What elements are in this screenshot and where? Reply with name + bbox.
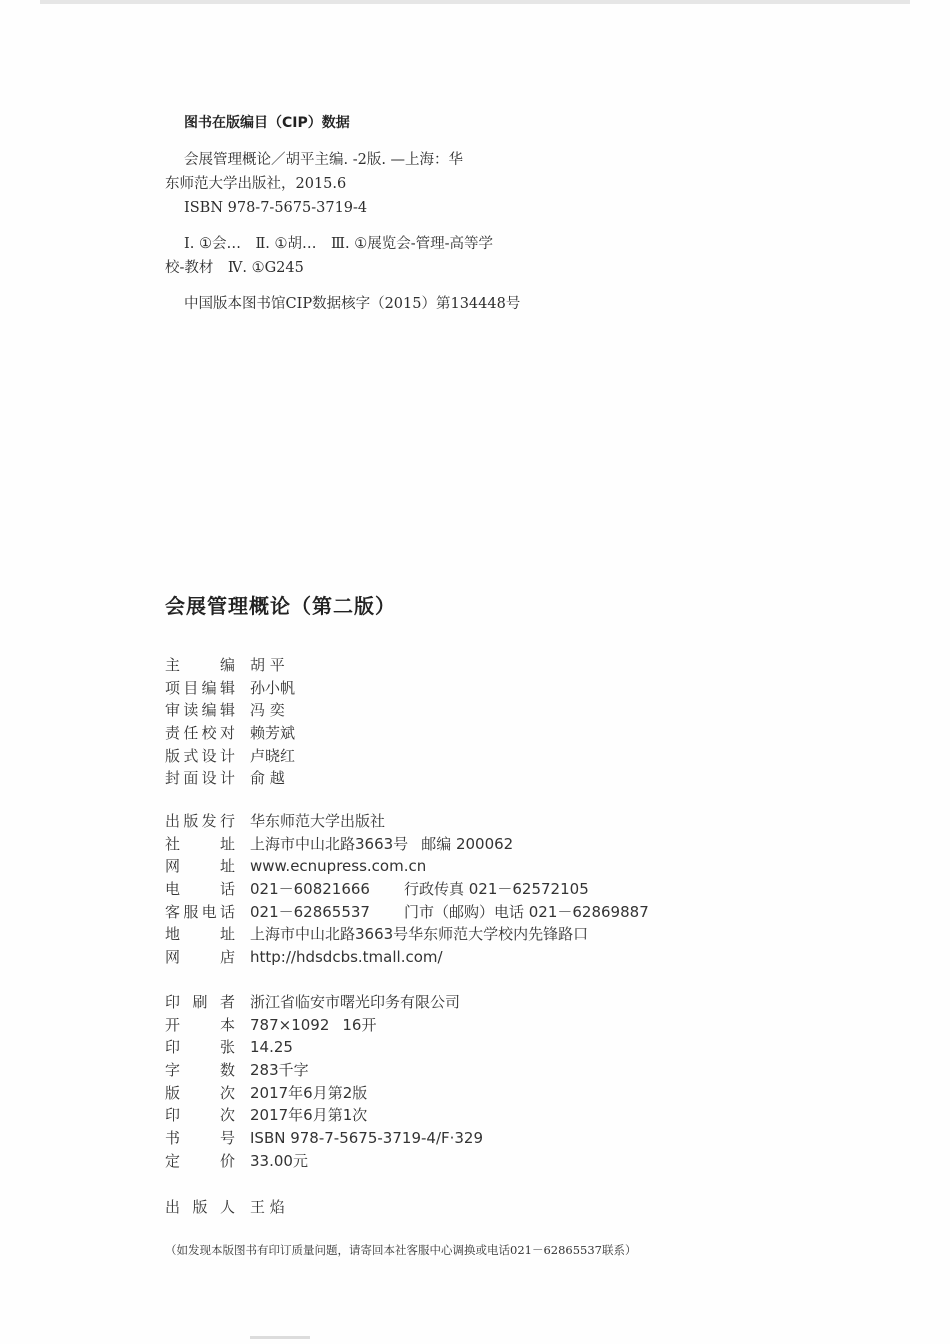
cip-subject-line2: 校-教材 Ⅳ. ①G245 xyxy=(165,260,304,276)
printer-value: 浙江省临安市曙光印务有限公司 xyxy=(250,993,461,1011)
publisher-person-row xyxy=(165,1196,285,1219)
publisher-row xyxy=(165,946,649,969)
printing-row xyxy=(165,1127,483,1150)
cip-isbn: ISBN 978-7-5675-3719-4 xyxy=(184,200,368,216)
publisher-person xyxy=(165,1196,285,1219)
credit-label: 项目编辑 xyxy=(165,678,235,697)
credit-value: 俞 越 xyxy=(250,769,285,788)
cip-entry xyxy=(165,148,585,220)
credit-label: 版式设计 xyxy=(165,746,235,765)
isbn-value: ISBN 978-7-5675-3719-4/F·329 xyxy=(250,1129,484,1148)
address-value: 上海市中山北路3663号 xyxy=(250,834,409,853)
publisher-person-value: 王 焰 xyxy=(250,1198,285,1216)
credit-row xyxy=(165,677,295,700)
printing-row xyxy=(165,1036,483,1059)
cip-entry-line1: 会展管理概论／胡平主编. -2版. —上海：华 xyxy=(184,152,464,168)
location-label: 地址 xyxy=(165,925,235,944)
retail-phone: 门市（邮购）电话 021－62869887 xyxy=(403,902,649,921)
publisher-row xyxy=(165,810,649,833)
credit-label: 封面设计 xyxy=(165,769,235,788)
format-label: 开本 xyxy=(165,1015,235,1034)
issuer-value: 华东师范大学出版社 xyxy=(250,812,386,830)
phone-value: 021－60821666 xyxy=(250,880,370,899)
edition-label: 版次 xyxy=(165,1083,235,1102)
service-label: 客服电话 xyxy=(165,902,235,921)
publisher-row xyxy=(165,855,649,878)
credit-label: 主编 xyxy=(165,656,235,674)
issuer-label: 出版发行 xyxy=(165,812,235,830)
credit-row xyxy=(165,767,295,790)
address-label: 社址 xyxy=(165,834,235,853)
publisher-row xyxy=(165,833,649,856)
publisher-row xyxy=(165,878,649,901)
cip-entry-line2: 东师范大学出版社，2015.6 xyxy=(165,176,347,192)
credit-row xyxy=(165,654,295,677)
printer-label: 印刷者 xyxy=(165,993,235,1011)
format-value: 787×1092 xyxy=(250,1015,330,1034)
credit-label: 审读编辑 xyxy=(165,701,235,720)
words-label: 字数 xyxy=(165,1061,235,1080)
credit-value: 卢晓红 xyxy=(250,746,296,765)
printing-row xyxy=(165,991,483,1014)
fax-value: 行政传真 021－62572105 xyxy=(403,880,589,899)
publisher-info xyxy=(165,810,649,969)
staff-credits xyxy=(165,654,295,790)
words-value: 283千字 xyxy=(250,1061,309,1080)
website-link[interactable]: www.ecnupress.com.cn xyxy=(250,857,427,876)
publisher-person-label: 出版人 xyxy=(165,1198,235,1216)
credit-label: 责任校对 xyxy=(165,724,235,743)
cip-subject-line1: Ⅰ. ①会… Ⅱ. ①胡… Ⅲ. ①展览会-管理-高等学 xyxy=(184,236,494,252)
location-value: 上海市中山北路3663号华东师范大学校内先锋路口 xyxy=(250,925,589,944)
credit-row xyxy=(165,699,295,722)
sheets-value: 14.25 xyxy=(250,1038,293,1057)
credit-value: 孙小帆 xyxy=(250,678,296,697)
scan-edge-top xyxy=(40,0,910,4)
format-size: 16开 xyxy=(342,1015,377,1034)
credit-row xyxy=(165,745,295,768)
printing-row xyxy=(165,1104,483,1127)
cip-heading: 图书在版编目（CIP）数据 xyxy=(184,115,350,131)
impression-label: 印次 xyxy=(165,1106,235,1125)
printing-row xyxy=(165,1082,483,1105)
service-phone: 021－62865537 xyxy=(250,902,370,921)
quality-notice: （如发现本版图书有印订质量问题，请寄回本社客服中心调换或电话021－62865537联系） xyxy=(165,1243,637,1257)
price-value: 33.00元 xyxy=(250,1151,308,1170)
isbn-label: 书号 xyxy=(165,1129,235,1148)
impression-value: 2017年6月第1次 xyxy=(250,1106,368,1125)
shop-label: 网店 xyxy=(165,948,235,967)
cip-block xyxy=(165,112,585,316)
credit-value: 胡 平 xyxy=(250,656,285,674)
cip-number: 中国版本图书馆CIP数据核字（2015）第134448号 xyxy=(184,296,521,312)
publisher-row xyxy=(165,923,649,946)
publisher-row xyxy=(165,901,649,924)
printing-row xyxy=(165,1150,483,1173)
edition-value: 2017年6月第2版 xyxy=(250,1083,368,1102)
shop-link[interactable]: http://hdsdcbs.tmall.com/ xyxy=(250,948,443,967)
cip-number-block xyxy=(165,292,585,316)
printing-row xyxy=(165,1059,483,1082)
credit-value: 冯 奕 xyxy=(250,701,285,720)
credit-row xyxy=(165,722,295,745)
sheets-label: 印张 xyxy=(165,1038,235,1057)
postcode-value: 邮编 200062 xyxy=(421,834,514,853)
printing-row xyxy=(165,1014,483,1037)
printing-info xyxy=(165,991,483,1173)
cip-subject xyxy=(165,232,585,280)
phone-label: 电话 xyxy=(165,880,235,899)
book-title: 会展管理概论（第二版） xyxy=(165,594,396,618)
scan-edge-bottom xyxy=(250,1336,310,1339)
website-label: 网址 xyxy=(165,857,235,876)
credit-value: 赖芳斌 xyxy=(250,724,296,743)
price-label: 定价 xyxy=(165,1151,235,1170)
